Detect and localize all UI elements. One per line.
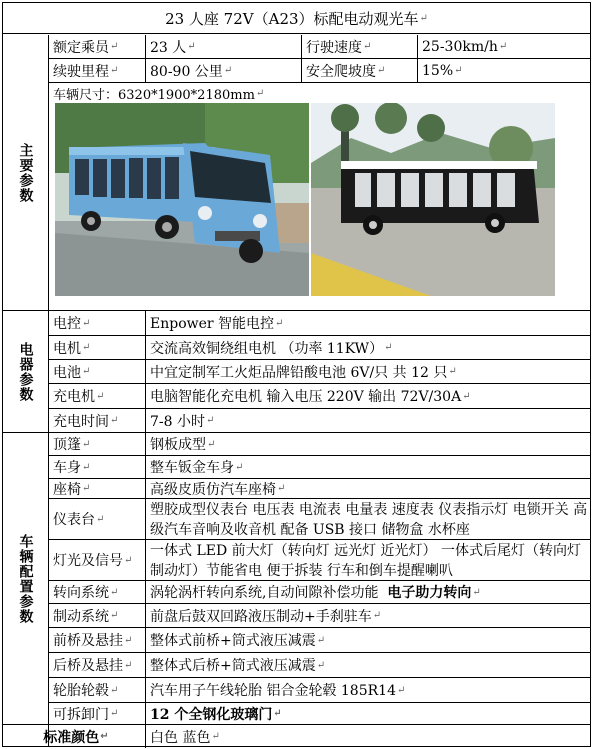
seat-label: 座椅 ↵ <box>53 481 91 498</box>
control-value: Enpower 智能电控 ↵ <box>145 311 590 335</box>
config-row-tire <box>49 678 590 703</box>
dashboard-label: 仪表台 ↵ <box>53 512 105 528</box>
steering-highlight: 电子助力转向 <box>387 585 472 601</box>
climb-value: 15% ↵ <box>417 59 590 82</box>
vehicle-size-text: 车辆尺寸：6320*1900*2180mm ↵ <box>53 87 265 103</box>
tire-value: 汽车用子午线轮胎 铝合金轮毂 185R14 ↵ <box>145 678 590 702</box>
tire-label: 轮胎轮毂 ↵ <box>53 683 119 699</box>
config-row-brake <box>49 604 590 628</box>
electric-row-charge-time <box>49 409 590 433</box>
charger-value: 电脑智能化充电机 输入电压 220V 输出 72V/30A ↵ <box>145 384 590 408</box>
range-value: 80-90 公里 ↵ <box>145 59 301 82</box>
size-photo-row <box>49 83 590 311</box>
config-row-steering <box>49 581 590 604</box>
config-row-roof <box>49 433 590 456</box>
title-row <box>3 3 590 34</box>
steering-label: 转向系统 ↵ <box>53 585 119 601</box>
config-row-lights <box>49 540 590 581</box>
motor-label: 电机 ↵ <box>53 340 91 357</box>
range-label: 续驶里程 ↵ <box>53 63 119 80</box>
body-label: 车身 ↵ <box>53 460 91 476</box>
door-label: 可拆卸门 ↵ <box>53 706 119 723</box>
steering-value: 涡轮涡杆转向系统,自动间隙补偿功能 电子助力转向 ↵ <box>145 581 590 603</box>
control-label: 电控 ↵ <box>53 316 91 332</box>
climb-label: 安全爬坡度 ↵ <box>301 59 417 82</box>
color-row <box>3 725 590 748</box>
speed-label: 行驶速度 ↵ <box>301 35 417 58</box>
black-bus-photo <box>311 103 555 296</box>
battery-value: 中宜定制军工火炬品牌铅酸电池 6V/只 共 12 只 ↵ <box>145 360 590 383</box>
electric-row-charger <box>49 384 590 409</box>
seats-value: 23 人 ↵ <box>145 35 301 58</box>
dashboard-value: 塑胶成型仪表台 电压表 电流表 电量表 速度表 仪表指示灯 电锁开关 高级汽车音响及收音机 配备 USB 接口 储物盒 水杯座 <box>145 499 590 539</box>
battery-label: 电池 ↵ <box>53 364 91 381</box>
color-label: 标准颜色 ↵ <box>43 729 109 746</box>
section-electric-label: 电器参数 <box>17 342 34 402</box>
electric-row-control <box>49 311 590 336</box>
color-value: 白色 蓝色 ↵ <box>145 725 590 748</box>
rear-axle-label: 后桥及悬挂 ↵ <box>53 658 133 674</box>
main-row-1 <box>49 35 590 59</box>
black-bus-image <box>311 103 555 296</box>
speed-value: 25-30km/h ↵ <box>417 35 590 58</box>
electric-row-battery <box>49 360 590 384</box>
config-row-door <box>49 703 590 725</box>
charge-time-value: 7-8 小时 ↵ <box>145 409 590 432</box>
rear-axle-value: 整体式后桥+筒式液压减震 ↵ <box>145 653 590 677</box>
charger-label: 充电机 ↵ <box>53 389 105 405</box>
section-main-label: 主要参数 <box>17 143 34 203</box>
lights-label: 灯光及信号 ↵ <box>53 553 133 569</box>
config-row-dashboard <box>49 499 590 540</box>
motor-value: 交流高效铜绕组电机 （功率 11KW） ↵ <box>145 336 590 359</box>
seat-value: 高级皮质仿汽车座椅 ↵ <box>145 479 590 498</box>
seats-label: 额定乘员 ↵ <box>53 39 119 56</box>
spec-table <box>2 2 591 747</box>
front-axle-value: 整体式前桥+筒式液压减震 ↵ <box>145 628 590 652</box>
config-row-rear-axle <box>49 653 590 678</box>
config-row-seat <box>49 479 590 499</box>
electric-row-motor <box>49 336 590 360</box>
main-row-2 <box>49 59 590 83</box>
section-config-label: 车辆配置参数 <box>17 534 34 624</box>
config-row-body <box>49 456 590 479</box>
page-title <box>3 3 590 33</box>
front-axle-label: 前桥及悬挂 ↵ <box>53 633 133 649</box>
para-mark: ↵ <box>419 12 428 24</box>
charge-time-label: 充电时间 ↵ <box>53 413 119 430</box>
blue-bus-photo <box>55 103 309 296</box>
blue-bus-image <box>55 103 309 296</box>
lights-value: 一体式 LED 前大灯（转向灯 远光灯 近光灯） 一体式后尾灯（转向灯 制动灯）节能省电 便于拆装 行车和倒车提醒喇叭 <box>145 540 590 580</box>
config-row-front-axle <box>49 628 590 653</box>
brake-value: 前盘后鼓双回路液压制动+手刹驻车 ↵ <box>145 604 590 627</box>
roof-label: 顶篷 ↵ <box>53 437 91 453</box>
door-value: 12 个全钢化玻璃门 ↵ <box>145 703 590 724</box>
title-text: 23 人座 72V（A23）标配电动观光车 <box>165 9 419 28</box>
roof-value: 钢板成型 ↵ <box>145 433 590 455</box>
brake-label: 制动系统 ↵ <box>53 608 119 625</box>
body-value: 整车钣金车身 ↵ <box>145 456 590 478</box>
